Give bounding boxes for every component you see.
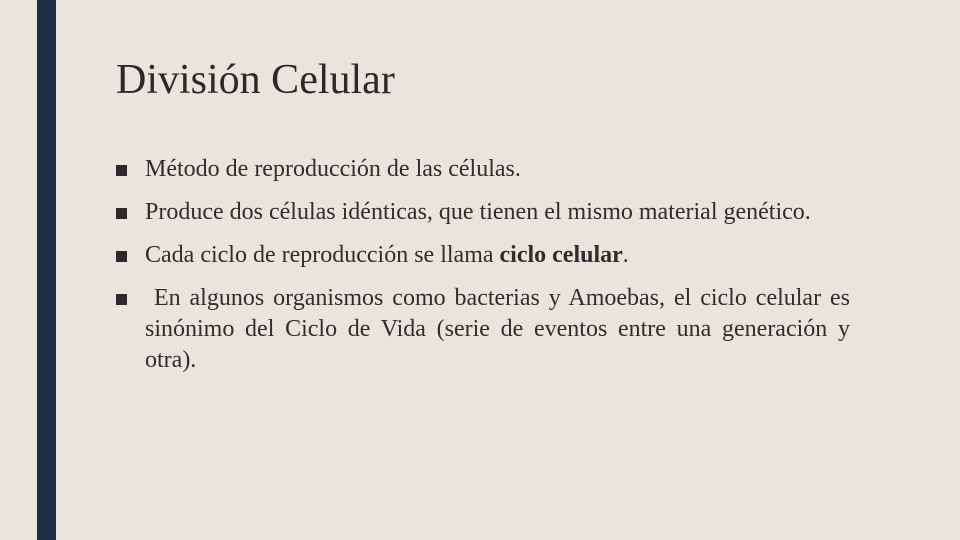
- slide-title: División Celular: [116, 57, 395, 103]
- bullet-text: Produce dos células idénticas, que tienen el mismo material genético.: [145, 199, 811, 225]
- bullet-item: [116, 240, 850, 271]
- bold-term: ciclo celular: [499, 242, 623, 268]
- accent-bar: [37, 0, 56, 540]
- bullet-text: [145, 242, 629, 268]
- bullet-text: En algunos organismos como bacterias y Amoebas, el ciclo celular es sinónimo del Ciclo de Vida (serie de eventos entre una generación y otra).: [145, 285, 857, 373]
- bullet-text: Método de reproducción de las células.: [145, 156, 521, 182]
- bullet-item: [116, 154, 850, 185]
- square-bullet-icon: [116, 208, 127, 219]
- bullet-item: [116, 197, 850, 228]
- bullet-text-tail: .: [622, 242, 629, 268]
- bullet-text-lead: Cada ciclo de reproducción se llama: [145, 242, 500, 268]
- square-bullet-icon: [116, 294, 127, 305]
- bullet-item: [116, 283, 857, 376]
- bullet-list: [116, 154, 857, 376]
- square-bullet-icon: [116, 165, 127, 176]
- square-bullet-icon: [116, 251, 127, 262]
